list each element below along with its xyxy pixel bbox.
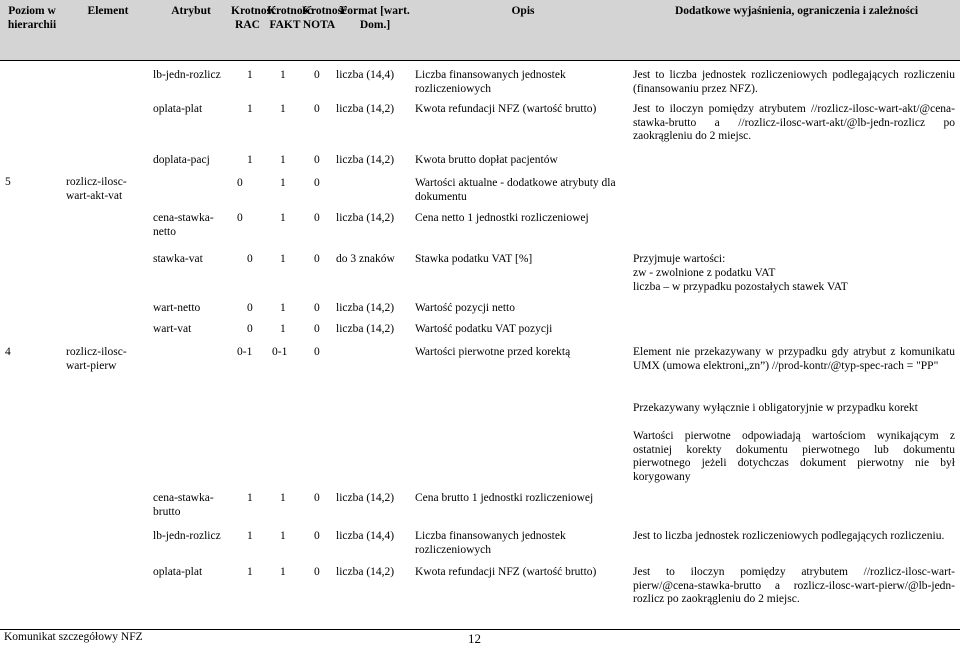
attribute-name: wart-netto <box>153 302 201 314</box>
opis: Wartości aktualne - dodatkowe atrybuty dla dokumentu <box>415 177 616 203</box>
krotnosc-nota: 0 <box>314 346 320 358</box>
header-krot-fakt: Krotność FAKT <box>267 5 313 31</box>
header-opis: Opis <box>511 5 535 17</box>
attribute-name: oplata-plat <box>153 103 203 115</box>
krotnosc-rac: 0 <box>237 212 243 224</box>
header-poziom: Poziom w hierarchii <box>7 5 57 31</box>
format: liczba (14,2) <box>336 212 395 224</box>
krotnosc-rac: 1 <box>247 154 253 166</box>
krotnosc-nota: 0 <box>314 302 320 314</box>
krotnosc-fakt: 0-1 <box>272 346 288 358</box>
format: liczba (14,2) <box>336 492 395 504</box>
format: liczba (14,2) <box>336 103 395 115</box>
attribute-name: lb-jedn-rozlicz <box>153 530 221 542</box>
header-element: Element <box>87 5 129 17</box>
format: liczba (14,4) <box>336 69 395 81</box>
opis: Wartość podatku VAT pozycji <box>415 323 553 335</box>
krotnosc-nota: 0 <box>314 69 320 81</box>
format: liczba (14,2) <box>336 154 395 166</box>
krotnosc-rac: 0-1 <box>237 346 253 358</box>
format: liczba (14,4) <box>336 530 395 542</box>
opis: Cena brutto 1 jednostki rozliczeniowej <box>415 492 594 504</box>
format: do 3 znaków <box>336 253 395 265</box>
krotnosc-fakt: 1 <box>280 177 286 189</box>
dodatkowe: Jest to iloczyn pomiędzy atrybutem //rozlicz-ilosc-wart-akt/@cena-stawka-brutto a //rozlicz-ilosc-wart-akt/@lb-jedn-rozlicz po zaokrągleniu do 2 miejsc. <box>633 103 955 142</box>
opis: Kwota refundacji NFZ (wartość brutto) <box>415 103 597 115</box>
krotnosc-rac: 0 <box>237 177 243 189</box>
dodatkowe: Element nie przekazywany w przypadku gdy atrybut z komunikatu UMX (umowa elektroni„zn”) //prod-kontr/@typ-spec-rach = "PP" <box>633 346 955 372</box>
format: liczba (14,2) <box>336 566 395 578</box>
krotnosc-fakt: 1 <box>280 103 286 115</box>
opis: Kwota refundacji NFZ (wartość brutto) <box>415 566 597 578</box>
header-rule <box>0 60 960 61</box>
dodatkowe-line: Przekazywany wyłącznie i obligatoryjnie w przypadku korekt <box>633 402 918 414</box>
attribute-name: lb-jedn-rozlicz <box>153 69 221 81</box>
krotnosc-rac: 1 <box>247 492 253 504</box>
header-format: Format [wart. Dom.] <box>340 5 410 31</box>
krotnosc-nota: 0 <box>314 103 320 115</box>
krotnosc-fakt: 1 <box>280 492 286 504</box>
krotnosc-nota: 0 <box>314 154 320 166</box>
opis: Wartości pierwotne przed korektą <box>415 346 571 358</box>
krotnosc-nota: 0 <box>314 530 320 542</box>
krotnosc-fakt: 1 <box>280 323 286 335</box>
dodatkowe: Jest to iloczyn pomiędzy atrybutem //rozlicz-ilosc-wart-pierw/@cena-stawka-brutto a rozlicz-ilosc-wart-pierw/@lb-jedn-rozlicz po zaokrągleniu do 2 miejsc. <box>633 566 955 605</box>
opis: Wartość pozycji netto <box>415 302 515 314</box>
dodatkowe-line: Wartości pierwotne odpowiadają wartościom wynikającym z ostatniej korekty dokumentu pierwotnego lub dokumentu pierwotnego jeżeli dotychczas dokument pierwotny nie był korygowany <box>633 430 955 483</box>
krotnosc-fakt: 1 <box>280 566 286 578</box>
level-element: rozlicz-ilosc-wart-akt-vat <box>66 176 127 202</box>
krotnosc-rac: 0 <box>247 323 253 335</box>
attribute-name: stawka-vat <box>153 253 203 265</box>
krotnosc-nota: 0 <box>314 566 320 578</box>
krotnosc-rac: 1 <box>247 103 253 115</box>
dodatkowe-line: zw - zwolnione z podatku VAT <box>633 267 776 279</box>
krotnosc-rac: 0 <box>247 302 253 314</box>
krotnosc-rac: 1 <box>247 566 253 578</box>
opis: Liczba finansowanych jednostek rozliczeniowych <box>415 69 566 95</box>
attribute-name: cena-stawka-brutto <box>153 492 214 518</box>
dodatkowe: Przyjmuje wartości: <box>633 253 726 265</box>
attribute-name: wart-vat <box>153 323 192 335</box>
krotnosc-rac: 1 <box>247 530 253 542</box>
attribute-name: oplata-plat <box>153 566 203 578</box>
krotnosc-fakt: 1 <box>280 530 286 542</box>
format: liczba (14,2) <box>336 323 395 335</box>
dodatkowe: Jest to liczba jednostek rozliczeniowych podlegających rozliczeniu (finansowaniu przez NFZ). <box>633 69 955 95</box>
krotnosc-rac: 1 <box>247 69 253 81</box>
dodatkowe: Jest to liczba jednostek rozliczeniowych podlegających rozliczeniu. <box>633 530 945 542</box>
krotnosc-nota: 0 <box>314 253 320 265</box>
krotnosc-nota: 0 <box>314 212 320 224</box>
header-krot-nota: Krotność NOTA <box>302 5 348 31</box>
attribute-name: cena-stawka-netto <box>153 212 214 238</box>
krotnosc-nota: 0 <box>314 177 320 189</box>
krotnosc-nota: 0 <box>314 492 320 504</box>
header-krot-rac: Krotność RAC <box>231 5 277 31</box>
header-atrybut: Atrybut <box>171 5 211 17</box>
format: liczba (14,2) <box>336 302 395 314</box>
krotnosc-fakt: 1 <box>280 69 286 81</box>
level-element: rozlicz-ilosc-wart-pierw <box>66 346 127 372</box>
footer-title: Komunikat szczegółowy NFZ <box>4 631 143 643</box>
opis: Kwota brutto dopłat pacjentów <box>415 154 558 166</box>
opis: Stawka podatku VAT [%] <box>415 253 533 265</box>
footer-rule <box>0 629 960 630</box>
level-number: 5 <box>5 176 11 188</box>
krotnosc-fakt: 1 <box>280 154 286 166</box>
dodatkowe-line: liczba – w przypadku pozostałych stawek VAT <box>633 281 848 293</box>
opis: Cena netto 1 jednostki rozliczeniowej <box>415 212 589 224</box>
krotnosc-fakt: 1 <box>280 253 286 265</box>
krotnosc-fakt: 1 <box>280 212 286 224</box>
opis: Liczba finansowanych jednostek rozliczeniowych <box>415 530 566 556</box>
krotnosc-fakt: 1 <box>280 302 286 314</box>
header-dodatkowe: Dodatkowe wyjaśnienia, ograniczenia i zależności <box>674 5 919 17</box>
page-number: 12 <box>468 631 481 646</box>
krotnosc-rac: 0 <box>247 253 253 265</box>
level-number: 4 <box>5 346 11 358</box>
krotnosc-nota: 0 <box>314 323 320 335</box>
attribute-name: doplata-pacj <box>153 154 210 166</box>
